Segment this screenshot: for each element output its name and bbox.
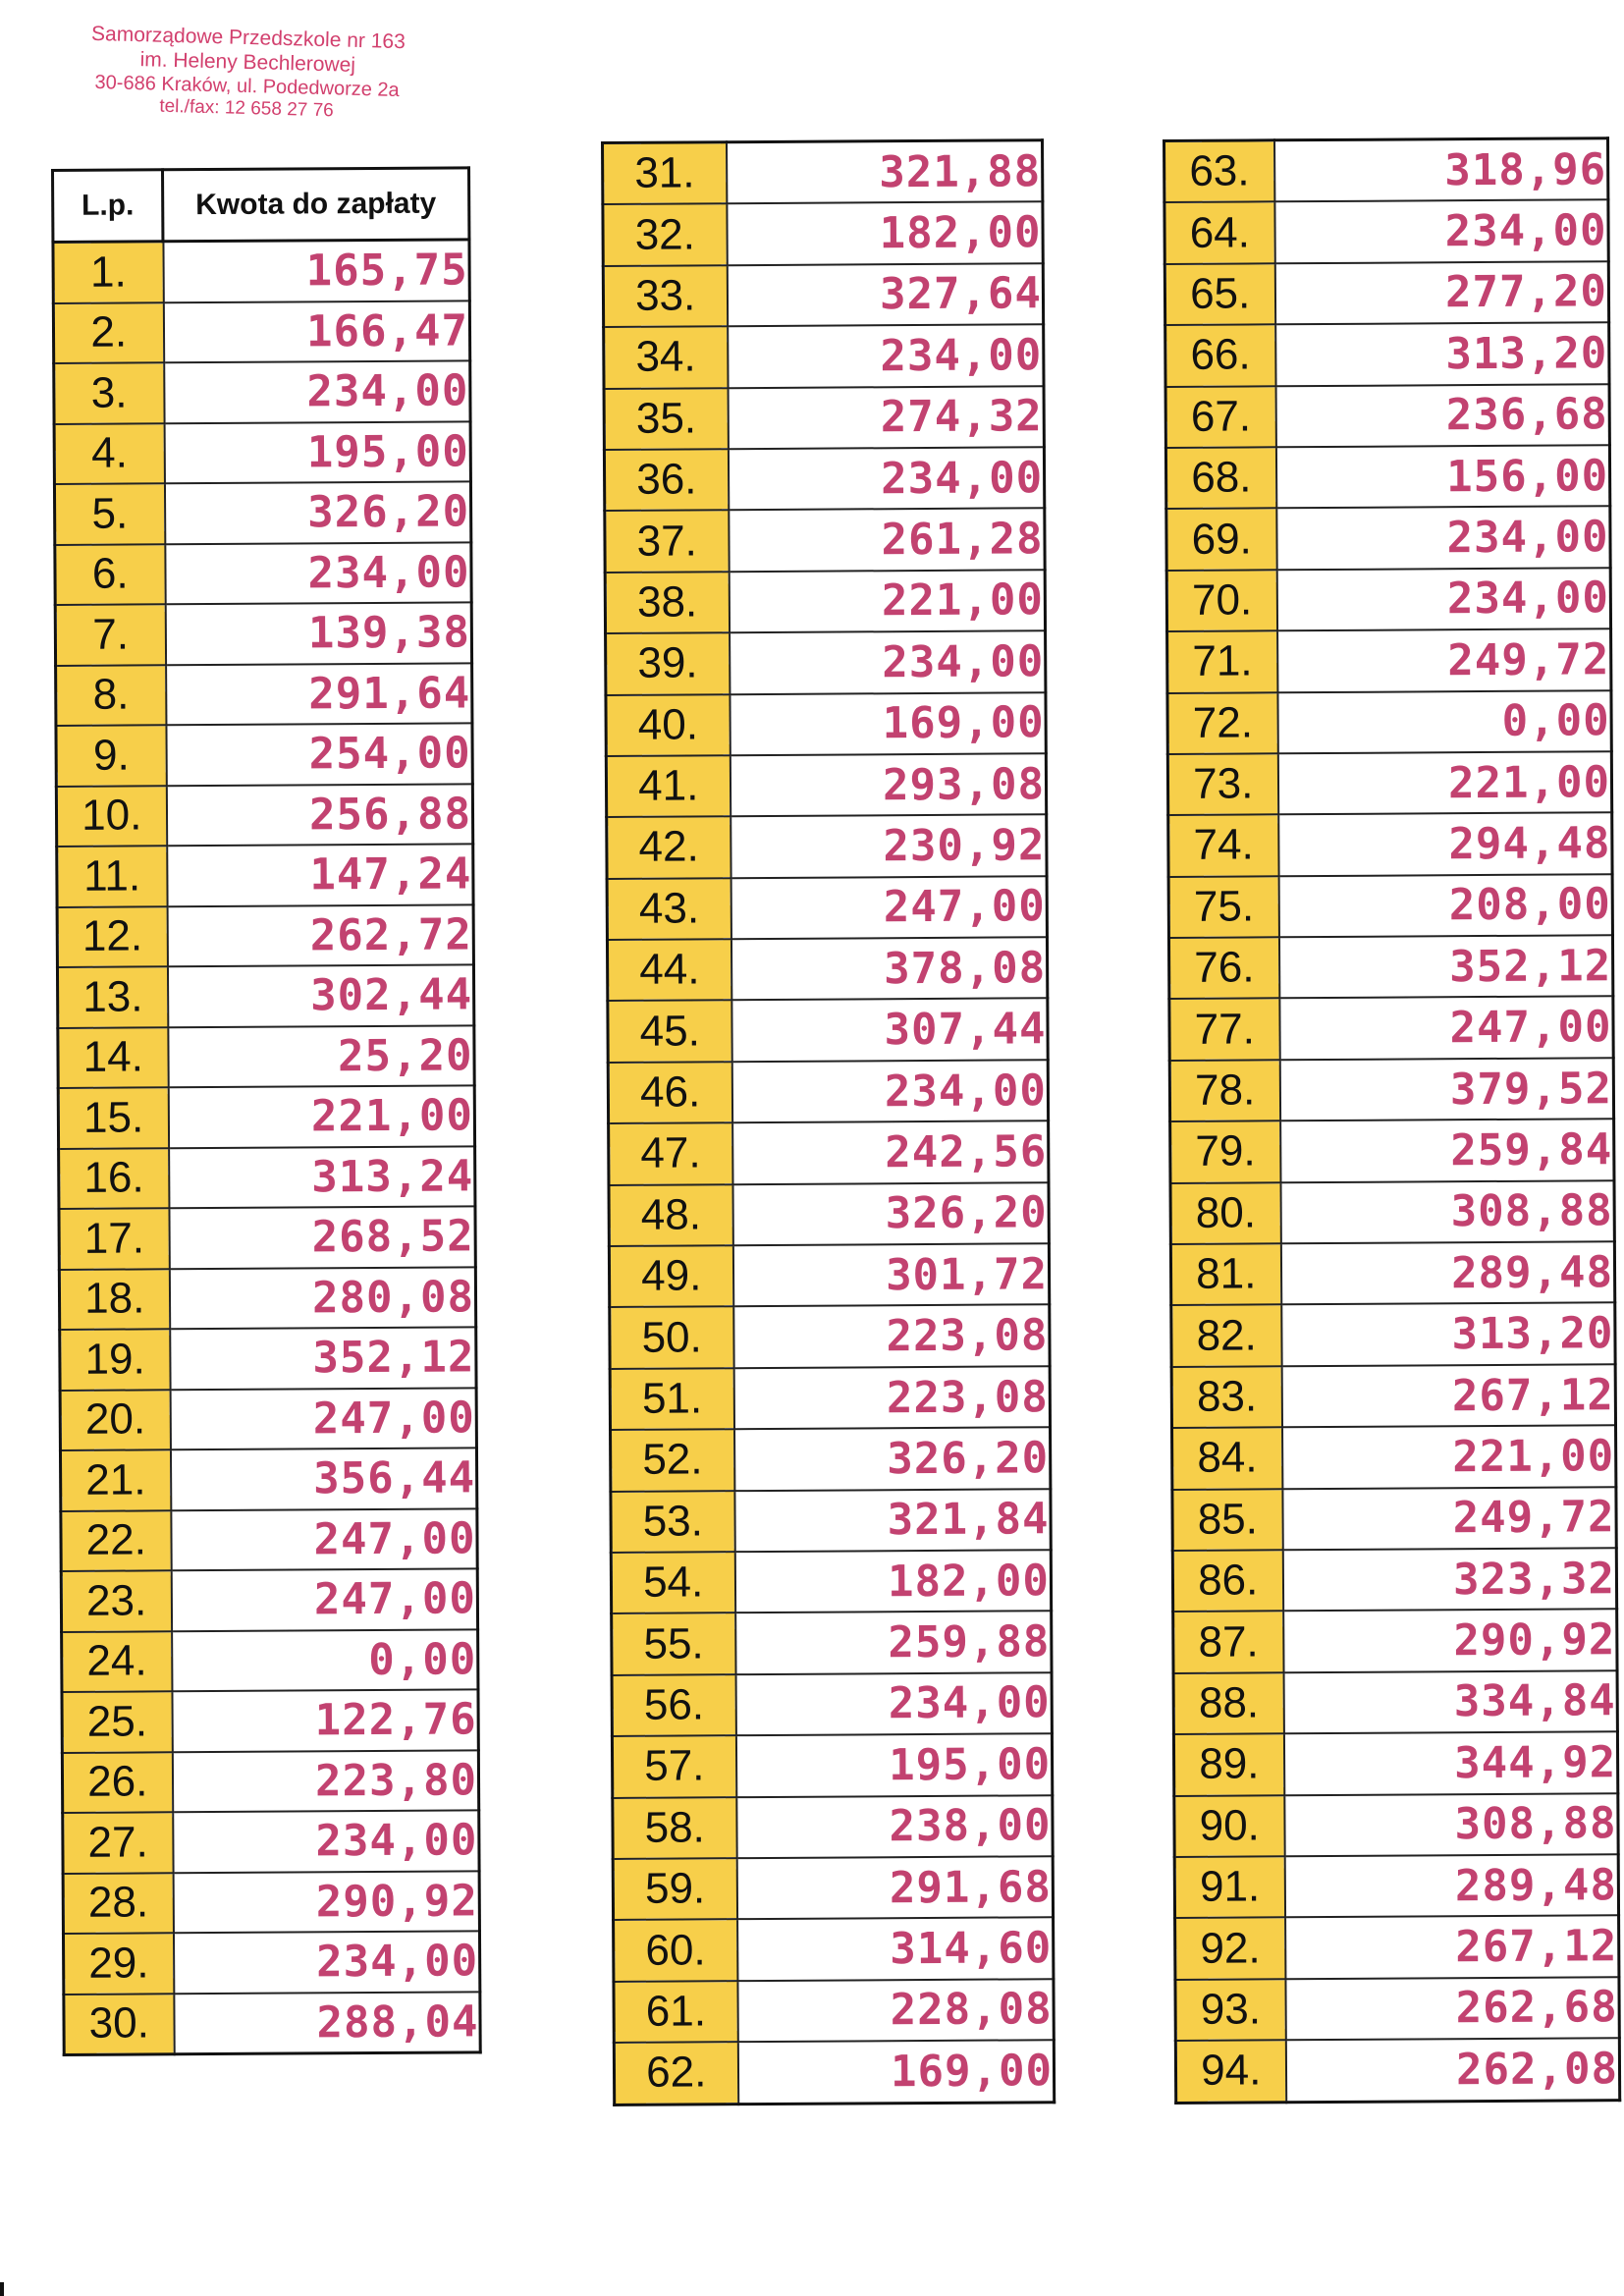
row-number: 6. [55, 544, 165, 605]
row-number: 84. [1172, 1427, 1282, 1489]
table-row [1168, 935, 1612, 999]
row-number: 1. [53, 242, 163, 303]
row-amount: 352,12 [170, 1327, 476, 1389]
row-amount: 291,68 [736, 1856, 1053, 1919]
row-number: 75. [1168, 876, 1278, 938]
row-number: 34. [604, 326, 728, 388]
table-row [1175, 2038, 1619, 2103]
row-number: 46. [608, 1062, 731, 1123]
row-amount: 277,20 [1274, 261, 1608, 324]
table-row [607, 937, 1047, 1001]
row-amount: 294,48 [1278, 813, 1612, 876]
row-number: 61. [614, 1981, 737, 2043]
table-row [63, 1931, 479, 1994]
row-number: 2. [53, 302, 163, 363]
institution-stamp [60, 21, 435, 126]
table-row [609, 1243, 1049, 1307]
row-amount: 326,20 [164, 481, 470, 543]
table-row [1164, 261, 1608, 325]
row-number: 41. [606, 755, 730, 817]
table-row [1169, 1058, 1613, 1121]
row-amount: 234,00 [1274, 200, 1608, 263]
table-row [606, 753, 1046, 817]
row-number: 38. [605, 572, 729, 633]
row-amount: 356,44 [170, 1448, 476, 1509]
row-number: 35. [604, 388, 728, 450]
row-number: 24. [62, 1631, 172, 1692]
row-amount: 267,12 [1281, 1364, 1615, 1427]
row-number: 67. [1165, 386, 1275, 448]
table-row [605, 509, 1045, 573]
table-row [611, 1427, 1051, 1491]
row-number: 74. [1168, 815, 1278, 877]
table-row [53, 301, 469, 363]
row-number: 93. [1175, 1979, 1285, 2041]
row-amount: 321,84 [734, 1489, 1051, 1552]
row-amount: 182,00 [727, 202, 1043, 265]
row-amount: 25,20 [168, 1025, 474, 1087]
row-number: 66. [1165, 324, 1275, 386]
row-amount: 352,12 [1278, 935, 1612, 998]
row-amount: 313,24 [169, 1146, 475, 1208]
row-amount: 290,92 [173, 1871, 479, 1933]
table-row [605, 570, 1045, 633]
table-row [603, 140, 1043, 205]
row-amount: 223,08 [733, 1305, 1050, 1368]
row-number: 76. [1168, 937, 1278, 999]
row-amount: 313,20 [1281, 1303, 1615, 1366]
table-row [1171, 1364, 1615, 1428]
table-row [61, 1508, 477, 1571]
table-row [611, 1550, 1051, 1613]
row-amount: 254,00 [166, 723, 472, 785]
table-row [1167, 751, 1611, 815]
header-amount: Kwota do zapłaty [163, 168, 469, 242]
table-row [1172, 1548, 1616, 1612]
table-row [63, 1810, 479, 1873]
table-row [1174, 1793, 1618, 1857]
row-number: 73. [1167, 753, 1277, 815]
row-number: 89. [1173, 1733, 1283, 1795]
row-number: 14. [58, 1027, 168, 1088]
table-row [613, 1856, 1053, 1920]
row-number: 87. [1173, 1612, 1283, 1673]
row-number: 91. [1174, 1856, 1284, 1918]
row-amount: 234,00 [735, 1672, 1052, 1735]
row-amount: 313,20 [1275, 322, 1609, 385]
table-row [613, 1795, 1053, 1859]
row-amount: 234,00 [731, 1060, 1048, 1122]
table-row [604, 324, 1044, 388]
row-number: 29. [63, 1933, 173, 1994]
row-amount: 234,00 [173, 1931, 479, 1993]
row-number: 78. [1169, 1060, 1279, 1121]
row-amount: 147,24 [167, 844, 473, 905]
row-amount: 302,44 [167, 964, 473, 1026]
row-number: 88. [1173, 1672, 1283, 1734]
table-row [1175, 1916, 1619, 1980]
row-number: 85. [1172, 1489, 1282, 1551]
row-amount: 238,00 [736, 1795, 1053, 1858]
row-amount: 221,00 [729, 570, 1045, 632]
table-row [59, 1267, 475, 1330]
row-number: 81. [1170, 1243, 1280, 1305]
row-amount: 344,92 [1283, 1731, 1617, 1794]
table-row [1173, 1610, 1617, 1673]
amounts-table-part-1 [51, 166, 482, 2056]
row-number: 71. [1167, 630, 1277, 692]
row-amount: 293,08 [730, 753, 1046, 816]
row-amount: 262,68 [1285, 1977, 1619, 2040]
row-number: 23. [61, 1570, 171, 1631]
row-amount: 122,76 [172, 1689, 478, 1751]
row-amount: 247,00 [731, 876, 1047, 939]
row-number: 70. [1166, 570, 1276, 631]
row-amount: 308,88 [1280, 1180, 1614, 1243]
table-row [57, 904, 473, 967]
row-amount: 0,00 [172, 1629, 478, 1691]
table-row [1172, 1487, 1616, 1551]
row-number: 39. [606, 632, 730, 694]
row-amount: 247,00 [171, 1508, 477, 1570]
row-number: 37. [605, 511, 729, 573]
row-number: 52. [611, 1429, 734, 1491]
row-number: 13. [57, 966, 167, 1027]
row-amount: 289,48 [1284, 1854, 1618, 1917]
table-row [610, 1305, 1050, 1369]
row-number: 27. [63, 1812, 173, 1873]
row-number: 58. [613, 1797, 736, 1859]
table-row [603, 202, 1043, 266]
table-row [614, 2040, 1054, 2105]
row-amount: 249,72 [1282, 1487, 1616, 1550]
table-row [1170, 1180, 1614, 1244]
row-amount: 236,68 [1275, 384, 1609, 447]
table-row [606, 692, 1046, 756]
row-amount: 268,52 [169, 1206, 475, 1268]
table-row [604, 447, 1044, 511]
row-number: 68. [1165, 447, 1275, 509]
row-number: 72. [1167, 692, 1277, 754]
stamp-line-address: 30-686 Kraków, ul. Podedworze 2a [94, 72, 400, 102]
row-amount: 274,32 [728, 386, 1044, 449]
row-number: 19. [60, 1329, 170, 1390]
row-number: 86. [1172, 1550, 1282, 1612]
table-row [1170, 1119, 1614, 1182]
row-amount: 326,20 [734, 1427, 1051, 1490]
table-row [1165, 384, 1609, 448]
row-number: 92. [1175, 1918, 1285, 1980]
row-number: 53. [611, 1491, 734, 1553]
row-amount: 221,00 [1282, 1425, 1616, 1488]
table-row [55, 602, 471, 665]
table-row [53, 240, 469, 303]
row-number: 57. [612, 1735, 735, 1797]
table-row [612, 1672, 1052, 1736]
row-number: 18. [59, 1269, 169, 1330]
row-amount: 247,00 [171, 1568, 477, 1630]
table-row [1167, 690, 1611, 754]
amounts-table-part-2 [601, 138, 1056, 2105]
table-row [63, 1871, 479, 1934]
row-number: 12. [57, 906, 167, 967]
row-number: 79. [1170, 1121, 1280, 1183]
table-row [607, 876, 1047, 940]
row-amount: 242,56 [732, 1121, 1049, 1183]
row-amount: 234,00 [165, 542, 471, 604]
row-amount: 289,48 [1280, 1241, 1614, 1304]
row-amount: 169,00 [730, 692, 1046, 755]
row-number: 80. [1170, 1182, 1280, 1244]
row-number: 51. [610, 1368, 733, 1430]
table-row [60, 1448, 476, 1510]
row-amount: 234,00 [164, 360, 470, 422]
row-number: 15. [58, 1087, 168, 1148]
table-row [1173, 1731, 1617, 1795]
row-amount: 307,44 [731, 999, 1048, 1062]
row-amount: 234,00 [728, 447, 1044, 510]
table-row [1170, 1241, 1614, 1305]
table-row [608, 1060, 1048, 1123]
row-amount: 379,52 [1279, 1058, 1613, 1121]
row-number: 28. [63, 1873, 173, 1934]
table-row [60, 1327, 476, 1390]
row-amount: 301,72 [732, 1243, 1049, 1306]
header-lp: L.p. [53, 170, 163, 243]
table-row [612, 1733, 1052, 1797]
row-number: 25. [62, 1691, 172, 1752]
row-number: 55. [612, 1613, 735, 1675]
row-amount: 290,92 [1283, 1610, 1617, 1672]
table-row [609, 1121, 1049, 1184]
row-amount: 262,08 [1285, 2038, 1619, 2102]
row-amount: 259,84 [1280, 1119, 1614, 1181]
row-number: 31. [603, 142, 727, 205]
row-amount: 221,00 [1277, 751, 1611, 814]
row-number: 48. [609, 1184, 732, 1246]
table-row [1171, 1303, 1615, 1367]
table-row [64, 1992, 480, 2055]
table-row [57, 964, 473, 1027]
row-number: 54. [611, 1552, 734, 1613]
row-number: 21. [60, 1449, 170, 1510]
row-amount: 256,88 [166, 784, 472, 846]
row-number: 82. [1171, 1305, 1281, 1367]
table-row [611, 1489, 1051, 1553]
row-amount: 234,00 [728, 324, 1044, 387]
row-amount: 234,00 [1276, 507, 1610, 570]
row-amount: 156,00 [1275, 445, 1609, 508]
table-row [1166, 507, 1610, 571]
row-number: 3. [54, 362, 164, 423]
row-amount: 326,20 [732, 1182, 1049, 1245]
row-amount: 378,08 [731, 937, 1047, 1000]
table-row [1165, 322, 1609, 386]
row-number: 17. [59, 1208, 169, 1269]
amounts-table-part-3 [1163, 137, 1621, 2104]
table-row [54, 421, 470, 484]
row-number: 40. [606, 694, 730, 756]
table-row [1165, 445, 1609, 509]
row-amount: 262,72 [167, 904, 473, 966]
stamp-line-phone: tel./fax: 12 658 27 76 [159, 96, 335, 122]
row-number: 69. [1166, 509, 1276, 571]
row-amount: 259,88 [735, 1612, 1052, 1674]
row-amount: 314,60 [737, 1918, 1054, 1981]
table-row [1166, 568, 1610, 631]
row-amount: 223,08 [733, 1366, 1050, 1429]
row-number: 94. [1175, 2040, 1285, 2103]
table-row [56, 784, 472, 847]
table-row [608, 999, 1048, 1063]
row-number: 77. [1169, 999, 1279, 1061]
row-amount: 165,75 [163, 240, 469, 302]
row-amount: 166,47 [163, 301, 469, 362]
row-amount: 208,00 [1278, 874, 1612, 937]
row-amount: 280,08 [169, 1267, 475, 1329]
row-amount: 230,92 [731, 815, 1047, 878]
row-number: 47. [609, 1122, 732, 1184]
table-row [612, 1612, 1052, 1675]
row-number: 5. [54, 483, 164, 544]
row-number: 65. [1164, 263, 1274, 325]
stamp-line-name: Samorządowe Przedszkole nr 163 [90, 22, 406, 54]
table-row [609, 1182, 1049, 1246]
row-number: 63. [1164, 140, 1274, 203]
table-row [62, 1689, 478, 1752]
row-amount: 267,12 [1285, 1916, 1619, 1979]
row-number: 44. [607, 939, 731, 1001]
table-row [1169, 997, 1613, 1061]
row-amount: 139,38 [165, 602, 471, 664]
row-number: 11. [57, 846, 167, 906]
row-number: 43. [607, 878, 731, 940]
row-number: 83. [1171, 1366, 1281, 1428]
table-row [56, 663, 472, 726]
row-number: 7. [55, 604, 165, 665]
row-number: 56. [612, 1674, 735, 1736]
row-number: 22. [61, 1510, 171, 1571]
row-number: 4. [54, 423, 164, 484]
row-amount: 195,00 [735, 1733, 1052, 1796]
table-row [1174, 1854, 1618, 1918]
row-number: 50. [610, 1307, 733, 1369]
row-amount: 195,00 [164, 421, 470, 483]
table-row [610, 1366, 1050, 1430]
stamp-line-patron: im. Heleny Bechlerowej [139, 48, 356, 78]
table-row [57, 844, 473, 906]
table-row [62, 1750, 478, 1813]
row-amount: 334,84 [1283, 1670, 1617, 1733]
row-number: 62. [614, 2042, 737, 2105]
row-amount: 234,00 [1276, 568, 1610, 630]
row-number: 8. [56, 665, 166, 726]
row-number: 30. [64, 1994, 174, 2055]
row-amount: 247,00 [1279, 997, 1613, 1060]
row-amount: 228,08 [737, 1979, 1054, 2042]
row-amount: 249,72 [1277, 629, 1611, 691]
table-row [607, 815, 1047, 879]
row-amount: 182,00 [734, 1550, 1051, 1613]
row-amount: 169,00 [737, 2040, 1054, 2104]
table-row [1167, 629, 1611, 692]
row-number: 9. [56, 725, 166, 786]
table-header-row [53, 168, 469, 243]
table-row [56, 723, 472, 786]
table-row [1164, 200, 1608, 264]
table-row [62, 1629, 478, 1692]
row-number: 90. [1174, 1795, 1284, 1857]
table-row [54, 481, 470, 544]
table-row [58, 1025, 474, 1088]
row-amount: 223,80 [172, 1750, 478, 1812]
row-number: 64. [1164, 202, 1274, 264]
table-row [1175, 1977, 1619, 2041]
row-number: 33. [603, 265, 727, 327]
scan-edge-mark [0, 2282, 4, 2296]
table-row [58, 1085, 474, 1148]
row-number: 26. [62, 1752, 172, 1813]
table-row [59, 1146, 475, 1209]
row-number: 32. [603, 204, 727, 266]
row-amount: 318,96 [1274, 138, 1608, 202]
table-row [61, 1568, 477, 1631]
row-number: 10. [56, 786, 166, 847]
row-number: 49. [609, 1245, 732, 1307]
row-number: 36. [604, 449, 728, 511]
row-amount: 261,28 [729, 509, 1045, 572]
row-number: 20. [60, 1390, 170, 1450]
table-row [60, 1388, 476, 1450]
table-row [59, 1206, 475, 1269]
row-number: 42. [607, 817, 731, 879]
table-row [606, 630, 1046, 694]
table-row [614, 1918, 1054, 1982]
table-row [54, 360, 470, 423]
table-row [1173, 1670, 1617, 1734]
row-amount: 234,00 [173, 1810, 479, 1872]
row-number: 45. [608, 1001, 731, 1063]
row-amount: 291,64 [166, 663, 472, 725]
row-amount: 288,04 [174, 1992, 480, 2054]
table-row [1168, 874, 1612, 938]
table-row [604, 386, 1044, 450]
row-amount: 321,88 [727, 140, 1043, 204]
table-row [614, 1979, 1054, 2043]
table-row [603, 263, 1043, 327]
row-amount: 247,00 [170, 1388, 476, 1449]
row-number: 16. [59, 1148, 169, 1209]
row-amount: 0,00 [1277, 690, 1611, 753]
row-amount: 308,88 [1284, 1793, 1618, 1856]
row-amount: 221,00 [168, 1085, 474, 1147]
table-row [1164, 138, 1608, 203]
row-amount: 234,00 [730, 630, 1046, 693]
table-row [1168, 813, 1612, 877]
row-number: 59. [613, 1858, 736, 1920]
row-amount: 323,32 [1282, 1548, 1616, 1611]
table-row [1172, 1425, 1616, 1489]
table-row [55, 542, 471, 605]
row-amount: 327,64 [727, 263, 1043, 326]
row-number: 60. [614, 1920, 737, 1982]
